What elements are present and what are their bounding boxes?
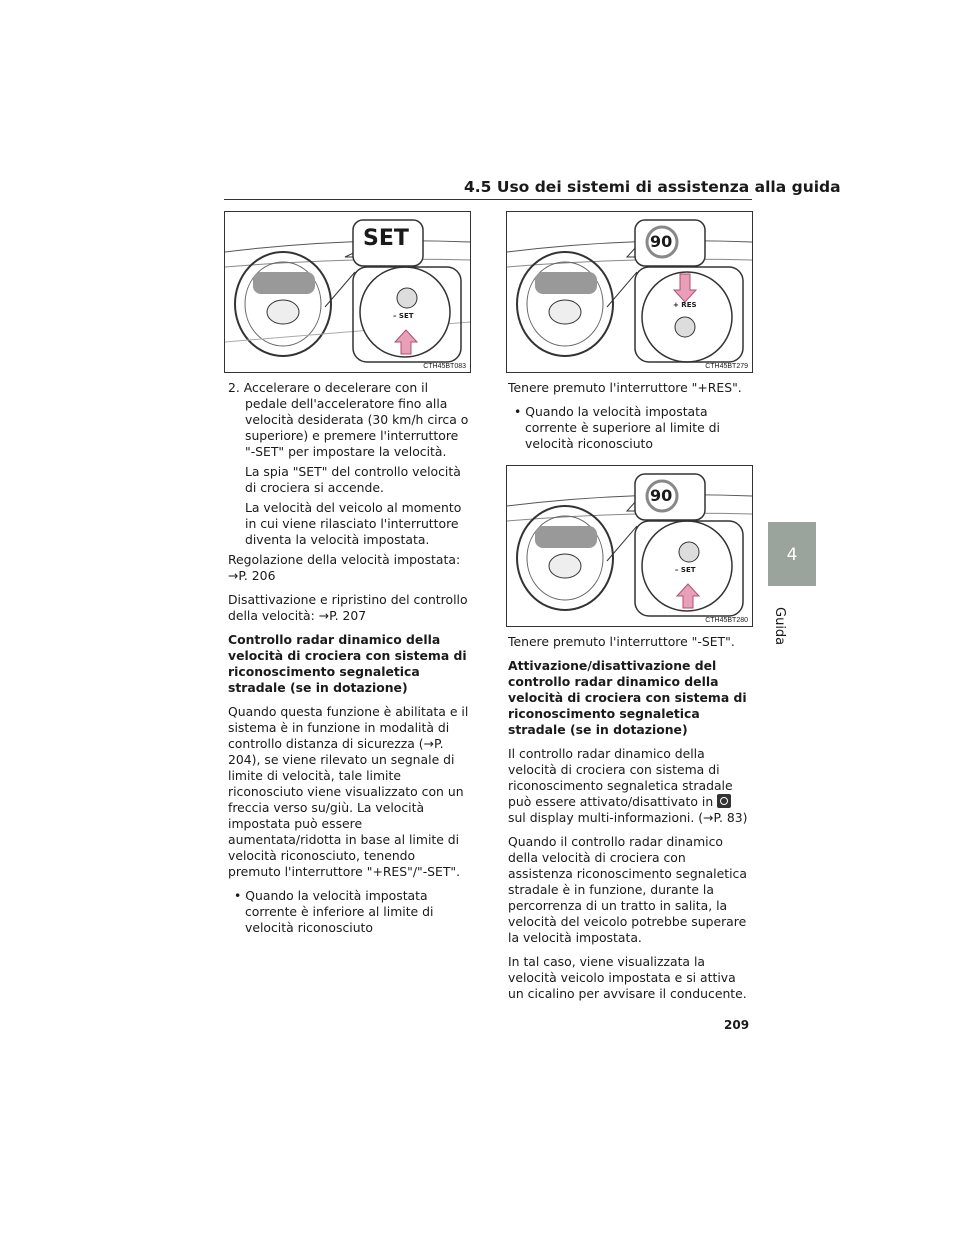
buzzer-notice: In tal caso, viene visualizzata la velocità veicolo impostata e si attiva un cicalino per avvisare il conducente. (508, 954, 747, 1001)
uphill-warning: Quando il controllo radar dinamico della velocità di crociera con assistenza riconoscimento segnaletica stradale è in funzione, durante la percorrenza di un tratto in salita, la velocità del veicolo potrebbe superare la velocità impostata. (508, 834, 747, 945)
hold-set-instruction: Tenere premuto l'interruttore "-SET". (508, 634, 735, 649)
figure-res-switch (506, 211, 753, 373)
steering-wheel-illustration (507, 466, 752, 626)
section-header: 4.5 Uso dei sistemi di assistenza alla guida (464, 178, 841, 196)
adjust-speed-reference: Regolazione della velocità impostata: →P. 206 (228, 552, 461, 583)
step-2-note-2: La velocità del veicolo al momento in cui viene rilasciato l'interruttore diventa la velocità impostata. (245, 500, 462, 547)
right-column-lower (508, 634, 752, 1010)
switch-label: + RES (673, 301, 697, 309)
steering-wheel-illustration (225, 212, 470, 372)
step-2: 2. Accelerare o decelerare con il pedale dell'acceleratore fino alla velocità desiderata (30 km/h circa o superiore) e premere l'interruttore "-SET" per impostare la velocità. (228, 380, 469, 459)
section-heading-rsa: Controllo radar dinamico della velocità di crociera con sistema di riconoscimento segnaletica stradale (se in dotazione) (228, 632, 467, 695)
chapter-number: 4 (786, 545, 798, 565)
speed-sign-90: 90 (650, 232, 673, 251)
chapter-label: Guida (772, 607, 787, 646)
settings-icon (717, 794, 731, 808)
switch-label: – SET (675, 566, 696, 574)
hold-res-instruction: Tenere premuto l'interruttore "+RES". (508, 380, 742, 395)
steering-wheel-illustration (507, 212, 752, 372)
figure-set-switch (224, 211, 471, 373)
header-rule (224, 199, 752, 200)
set-callout: SET (363, 226, 409, 251)
speed-sign-90: 90 (650, 486, 673, 505)
left-column (228, 380, 470, 944)
step-2-note-1: La spia "SET" del controllo velocità di crociera si accende. (245, 464, 461, 495)
figure-code: CTH45BT280 (705, 617, 748, 624)
right-column (508, 380, 752, 460)
rsa-description: Quando questa funzione è abilitata e il sistema è in funzione in modalità di controllo distanza di sicurezza (→P. 204), se viene rilevato un segnale di limite di velocità, tale limite riconosciuto viene visualizzato con un freccia verso su/giù. La velocità impostata può essere aumentata/ridotta in base al limite di velocità riconosciuto, tenendo premuto l'interruttore "+RES"/"-SET". (228, 704, 469, 879)
section-heading-activation: Attivazione/disattivazione del controllo radar dinamico della velocità di crociera con sistema di riconoscimento segnaletica stradale (se in dotazione) (508, 658, 747, 737)
activation-description: Il controllo radar dinamico della velocità di crociera con sistema di riconoscimento segnaletica stradale può essere attivato/disattivato in sul display multi-informazioni. (→P. 83) (508, 746, 748, 825)
figure-code: CTH45BT279 (705, 363, 748, 370)
figure-code: CTH45BT083 (423, 363, 466, 370)
cancel-resume-reference: Disattivazione e ripristino del controllo della velocità: →P. 207 (228, 592, 468, 623)
bullet-lower-speed: • Quando la velocità impostata corrente è inferiore al limite di velocità riconosciuto (234, 888, 434, 935)
bullet-higher-speed: • Quando la velocità impostata corrente è superiore al limite di velocità riconosciuto (514, 404, 720, 451)
switch-label: – SET (393, 312, 414, 320)
page-number: 209 (724, 1018, 750, 1032)
figure-set-switch-2 (506, 465, 753, 627)
